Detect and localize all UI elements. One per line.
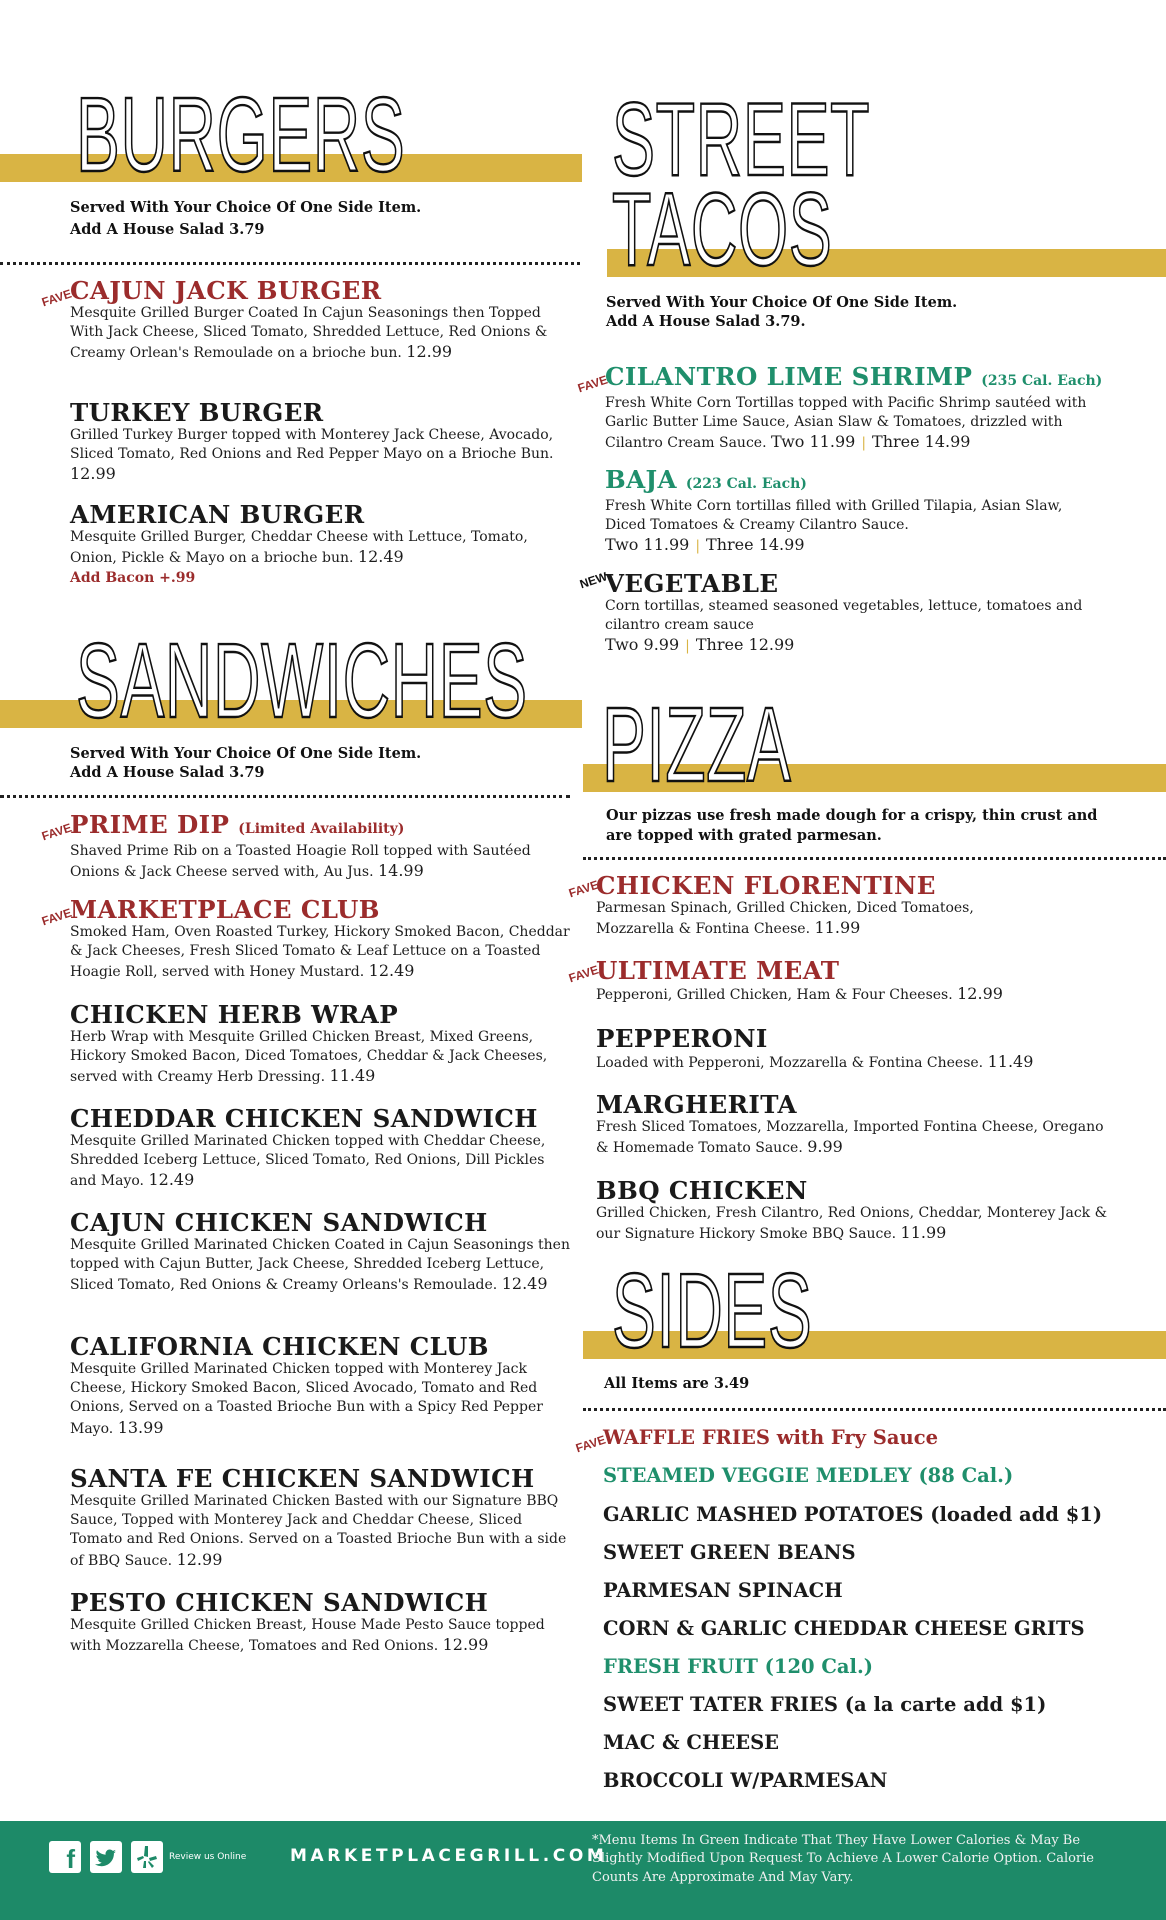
item-description: Mesquite Grilled Marinated Chicken topped with Cheddar Cheese, Shredded Iceberg Lettuce, Sliced Tomato, Red Onions, Dill Pickles and Mayo. 12.49 bbox=[70, 1133, 546, 1190]
item-description: Fresh Sliced Tomatoes, Mozzarella, Imported Fontina Cheese, Oregano & Homemade Tomato Sauce. 9.99 bbox=[596, 1119, 1104, 1157]
item-price: 12.99 bbox=[406, 342, 453, 362]
item-title: CHICKEN HERB WRAP bbox=[70, 1000, 399, 1029]
item-price: 12.99 bbox=[442, 1635, 489, 1655]
pizza-heading: PIZZA bbox=[602, 686, 792, 804]
item-description: Shaved Prime Rib on a Toasted Hoagie Roll topped with Sautéed Onions & Jack Cheese served with, Au Jus. 14.99 bbox=[70, 843, 531, 881]
item-price: 12.49 bbox=[357, 547, 404, 567]
menu-item-ultimate-meat bbox=[596, 958, 1096, 1005]
item-description: Parmesan Spinach, Grilled Chicken, Diced Tomatoes, Mozzarella & Fontina Cheese. 11.99 bbox=[596, 900, 974, 938]
item-title: SANTA FE CHICKEN SANDWICH bbox=[70, 1464, 535, 1493]
item-price-three: Three 14.99 bbox=[872, 432, 971, 452]
sides-divider bbox=[583, 1408, 1166, 1411]
side-item: SWEET GREEN BEANS bbox=[603, 1541, 856, 1564]
item-description: Mesquite Grilled Burger, Cheddar Cheese with Lettuce, Tomato, Onion, Pickle & Mayo on a brioche bun. 12.49 bbox=[70, 529, 528, 567]
item-title: PESTO CHICKEN SANDWICH bbox=[70, 1588, 489, 1617]
item-calories: (235 Cal. Each) bbox=[981, 373, 1103, 389]
website-link[interactable]: MARKETPLACEGRILL.COM bbox=[290, 1846, 608, 1866]
item-price: 12.99 bbox=[176, 1549, 223, 1569]
fave-tag: FAVE bbox=[576, 372, 610, 396]
item-price: 12.99 bbox=[70, 464, 116, 484]
item-price-two: Two 11.99 bbox=[605, 535, 690, 555]
menu-item-cajun-chicken-sandwich bbox=[70, 1210, 570, 1296]
facebook-icon[interactable]: f bbox=[49, 1841, 81, 1873]
item-price: 13.99 bbox=[117, 1417, 164, 1437]
menu-item-bbq-chicken bbox=[596, 1178, 1116, 1244]
side-item: BROCCOLI W/PARMESAN bbox=[603, 1769, 888, 1792]
menu-item-margherita bbox=[596, 1092, 1116, 1158]
item-note: (Limited Availability) bbox=[238, 821, 405, 837]
item-title: CHICKEN FLORENTINE bbox=[596, 871, 936, 900]
fave-tag: FAVE bbox=[574, 1432, 608, 1456]
item-description: Grilled Chicken, Fresh Cilantro, Red Onions, Cheddar, Monterey Jack & our Signature Hickory Smoke BBQ Sauce. 11.99 bbox=[596, 1205, 1108, 1243]
item-description: Loaded with Pepperoni, Mozzarella & Fontina Cheese. 11.49 bbox=[596, 1052, 1034, 1071]
side-item: SWEET TATER FRIES (a la carte add $1) bbox=[603, 1693, 1047, 1716]
sides-heading: SIDES bbox=[612, 1252, 813, 1370]
item-description: Mesquite Grilled Burger Coated In Cajun Seasonings then Topped With Jack Cheese, Sliced Tomato, Shredded Lettuce, Red Onions & Creamy Orlean's Remoulade on a brioche bun. 12.99 bbox=[70, 305, 548, 362]
item-title: PEPPERONI bbox=[596, 1024, 768, 1053]
burgers-intro-line-2: Add A House Salad 3.79 bbox=[70, 221, 265, 238]
sides-intro: All Items are 3.49 bbox=[604, 1375, 750, 1392]
item-description: Mesquite Grilled Marinated Chicken topped with Monterey Jack Cheese, Hickory Smoked Bacon, Sliced Avocado, Tomato and Red Onions, Served on a Toasted Brioche Bun with a Spicy Red Pepper Mayo. 13.99 bbox=[70, 1361, 543, 1437]
item-price: 14.99 bbox=[377, 861, 424, 881]
item-price-three: Three 14.99 bbox=[706, 535, 805, 555]
menu-item-cilantro-lime-shrimp bbox=[605, 364, 1115, 454]
side-item: MAC & CHEESE bbox=[603, 1731, 780, 1754]
menu-item-cajun-jack-burger bbox=[70, 278, 570, 364]
item-description: Smoked Ham, Oven Roasted Turkey, Hickory Smoked Bacon, Cheddar & Jack Cheeses, Fresh Sliced Tomato & Leaf Lettuce on a Toasted Hoagie Roll, served with Honey Mustard. 12.49 bbox=[70, 924, 570, 981]
review-us-online[interactable]: Review us Online bbox=[169, 1852, 247, 1862]
fave-tag: FAVE bbox=[567, 877, 601, 901]
sandwiches-heading: SANDWICHES bbox=[76, 622, 528, 740]
item-price-three: Three 12.99 bbox=[695, 635, 795, 655]
menu-item-vegetable bbox=[605, 571, 1115, 657]
item-calories: (223 Cal. Each) bbox=[685, 476, 807, 492]
item-description: Fresh White Corn Tortillas topped with Pacific Shrimp sautéed with Garlic Butter Lime Sauce, Asian Slaw & Tomatoes, drizzled with Cilantro Cream Sauce. Two 11.99 | Three 14.99 bbox=[605, 395, 1087, 452]
menu-item-chicken-herb-wrap bbox=[70, 1002, 570, 1088]
item-price: 12.49 bbox=[368, 961, 415, 981]
item-title: CILANTRO LIME SHRIMP (235 Cal. Each) bbox=[605, 362, 1103, 391]
item-title: CAJUN JACK BURGER bbox=[70, 276, 382, 305]
item-price: 12.49 bbox=[148, 1170, 195, 1190]
new-tag: NEW bbox=[578, 569, 609, 592]
item-description: Mesquite Grilled Marinated Chicken Basted with our Signature BBQ Sauce, Topped with Monterey Jack and Cheddar Cheese, Sliced Tomato and Red Onions. Served on a Toasted Brioche Bun with a side of BBQ Sauce. 12.99 bbox=[70, 1493, 567, 1569]
burgers-intro-line-1: Served With Your Choice Of One Side Item. bbox=[70, 199, 422, 216]
side-item: CORN & GARLIC CHEDDAR CHEESE GRITS bbox=[603, 1617, 1085, 1640]
item-price: 11.99 bbox=[814, 918, 861, 938]
item-title: CHEDDAR CHICKEN SANDWICH bbox=[70, 1104, 538, 1133]
twitter-icon[interactable] bbox=[90, 1841, 122, 1873]
item-title: CALIFORNIA CHICKEN CLUB bbox=[70, 1332, 489, 1361]
item-description: Mesquite Grilled Chicken Breast, House Made Pesto Sauce topped with Mozzarella Cheese, Tomatoes and Red Onions. 12.99 bbox=[70, 1617, 545, 1655]
menu-item-santa-fe-chicken-sandwich bbox=[70, 1466, 570, 1571]
item-description: Herb Wrap with Mesquite Grilled Chicken Breast, Mixed Greens, Hickory Smoked Bacon, Diced Tomatoes, Cheddar & Jack Cheeses, served with Creamy Herb Dressing. 11.49 bbox=[70, 1029, 548, 1086]
item-price-two: Two 11.99 bbox=[770, 432, 856, 452]
item-price: 9.99 bbox=[807, 1137, 843, 1157]
side-item: PARMESAN SPINACH bbox=[603, 1579, 843, 1602]
item-price: 11.99 bbox=[900, 1223, 947, 1243]
menu-item-prime-dip bbox=[70, 812, 570, 882]
tacos-heading-line-2: TACOS bbox=[612, 172, 833, 288]
item-title: ULTIMATE MEAT bbox=[596, 956, 840, 985]
item-description: Fresh White Corn tortillas filled with Grilled Tilapia, Asian Slaw, Diced Tomatoes & Creamy Cilantro Sauce. Two 11.99 | Three 14.99 bbox=[605, 498, 1063, 555]
menu-item-cheddar-chicken-sandwich bbox=[70, 1106, 570, 1192]
fave-tag: FAVE bbox=[567, 962, 601, 986]
item-price-two: Two 9.99 bbox=[605, 635, 680, 655]
item-title: MARKETPLACE CLUB bbox=[70, 895, 380, 924]
item-description: Grilled Turkey Burger topped with Monterey Jack Cheese, Avocado, Sliced Tomato, Red Onions and Red Pepper Mayo on a Brioche Bun. 12.99 bbox=[70, 427, 554, 484]
menu-item-pepperoni bbox=[596, 1026, 1116, 1073]
item-description: Mesquite Grilled Marinated Chicken Coated in Cajun Seasonings then topped with Cajun Butter, Jack Cheese, Shredded Iceberg Lettuce, Sliced Tomato, Red Onions & Creamy Orleans's Remoulade. 12.49 bbox=[70, 1237, 570, 1294]
side-item: STEAMED VEGGIE MEDLEY (88 Cal.) bbox=[603, 1464, 1014, 1487]
yelp-icon[interactable] bbox=[131, 1841, 163, 1873]
footer-disclaimer: *Menu Items In Green Indicate That They Have Lower Calories & May Be Slightly Modified Upon Request To Achieve A Lower Calorie Option. Calorie Counts Are Approximate And May Vary. bbox=[592, 1833, 1094, 1885]
item-title: BAJA (223 Cal. Each) bbox=[605, 465, 807, 494]
item-price: 12.49 bbox=[501, 1274, 548, 1294]
item-price: 11.49 bbox=[329, 1066, 376, 1086]
item-title: AMERICAN BURGER bbox=[70, 500, 365, 529]
item-title: CAJUN CHICKEN SANDWICH bbox=[70, 1208, 488, 1237]
item-price: 12.99 bbox=[957, 984, 1003, 1003]
fave-tag: FAVE bbox=[40, 820, 74, 844]
sandwiches-intro-line-2: Add A House Salad 3.79 bbox=[70, 764, 265, 781]
fave-tag: FAVE bbox=[40, 286, 74, 310]
sandwiches-intro-line-1: Served With Your Choice Of One Side Item. bbox=[70, 745, 422, 762]
side-item: GARLIC MASHED POTATOES (loaded add $1) bbox=[603, 1503, 1103, 1526]
pizza-divider bbox=[583, 857, 1166, 860]
menu-item-california-chicken-club bbox=[70, 1334, 570, 1439]
tacos-heading-line-1: STREET bbox=[612, 82, 871, 198]
sandwiches-divider bbox=[0, 795, 570, 798]
side-item: WAFFLE FRIES with Fry Sauce bbox=[603, 1426, 938, 1449]
item-title: TURKEY BURGER bbox=[70, 398, 324, 427]
burgers-divider bbox=[0, 262, 580, 265]
tacos-intro-line-1: Served With Your Choice Of One Side Item. bbox=[606, 294, 958, 311]
tacos-intro-line-2: Add A House Salad 3.79. bbox=[606, 313, 806, 330]
menu-item-baja bbox=[605, 467, 1075, 557]
item-title: BBQ CHICKEN bbox=[596, 1176, 808, 1205]
fave-tag: FAVE bbox=[40, 905, 74, 929]
item-title: PRIME DIP (Limited Availability) bbox=[70, 810, 405, 839]
item-title: MARGHERITA bbox=[596, 1090, 797, 1119]
menu-item-marketplace-club bbox=[70, 897, 570, 983]
menu-item-chicken-florentine bbox=[596, 873, 1096, 939]
burgers-heading: BURGERS bbox=[76, 76, 406, 194]
side-item: FRESH FRUIT (120 Cal.) bbox=[603, 1655, 873, 1678]
menu-item-pesto-chicken-sandwich bbox=[70, 1590, 570, 1656]
menu-item-turkey-burger bbox=[70, 400, 570, 486]
pizza-intro: Our pizzas use fresh made dough for a crispy, thin crust and are topped with grated parmesan. bbox=[606, 807, 1098, 844]
menu-item-american-burger bbox=[70, 502, 570, 588]
item-addon: Add Bacon +.99 bbox=[70, 570, 196, 587]
item-description: Pepperoni, Grilled Chicken, Ham & Four Cheeses. 12.99 bbox=[596, 984, 1003, 1003]
item-title: VEGETABLE bbox=[605, 569, 779, 598]
item-price: 11.49 bbox=[987, 1052, 1034, 1071]
item-description: Corn tortillas, steamed seasoned vegetables, lettuce, tomatoes and cilantro cream sauce Two 9.99 | Three 12.99 bbox=[605, 598, 1083, 655]
